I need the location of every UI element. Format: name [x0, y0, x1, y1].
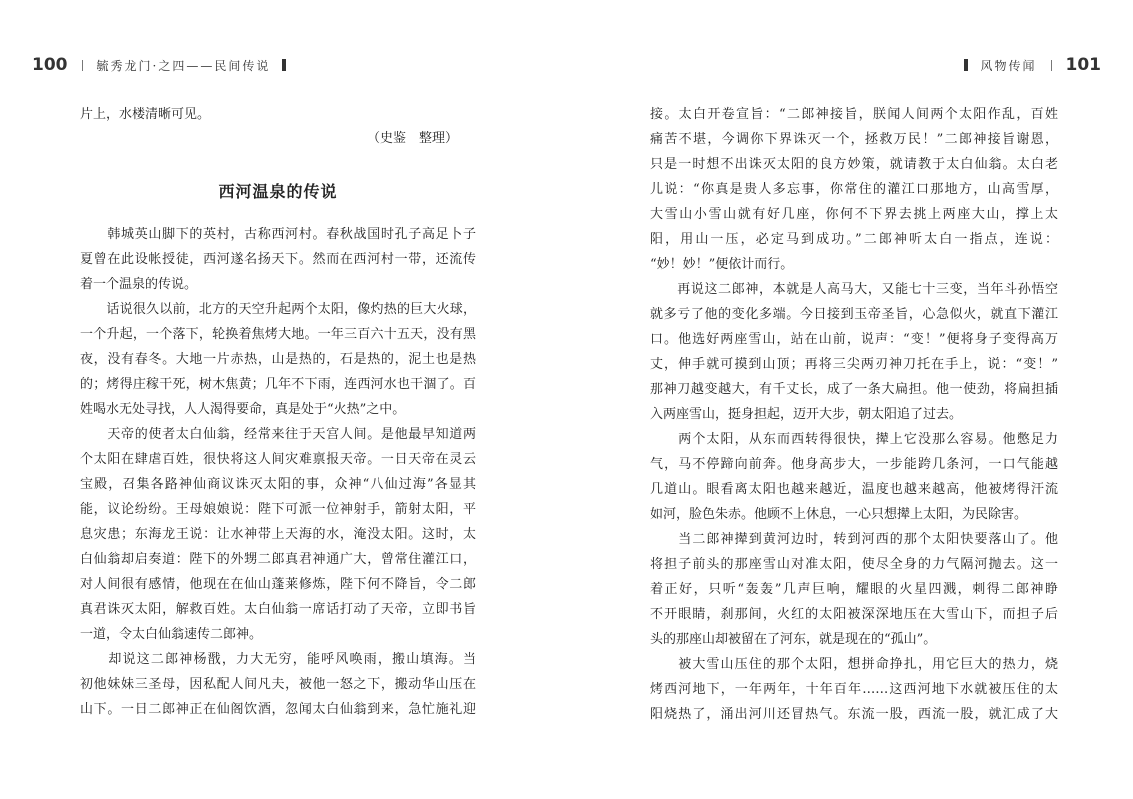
body-line: 夏曾在此设帐授徒，西河遂名扬天下。然而在西河村一带，还流传	[80, 252, 476, 267]
body-line: 大雪山小雪山就有好几座，你何不下界去挑上两座大山，撑上太	[650, 207, 1058, 222]
body-line: 几道山。眼看离太阳也越来越近，温度也越来越高，他被烤得汗流	[650, 482, 1058, 497]
body-line: 一道，令太白仙翁速传二郎神。	[80, 627, 263, 642]
paragraph	[650, 277, 1058, 427]
paragraph	[650, 652, 1058, 727]
left-page-number: 100	[32, 55, 68, 75]
right-paragraphs	[650, 102, 1058, 727]
body-line: 话说很久以前，北方的天空升起两个太阳，像灼热的巨大火球，	[80, 302, 476, 317]
body-line: 息灾患；东海龙王说：让水神带上天海的水，淹没太阳。这时，太	[80, 527, 476, 542]
body-line: 姓喝水无处寻找，人人渴得要命，真是处于“火热”之中。	[80, 402, 406, 417]
body-line: 真君诛灭太阳，解救百姓。太白仙翁一席话打动了天帝，立即书旨	[80, 602, 476, 617]
body-line: 山下。一日二郎神正在仙阁饮酒，忽闻太白仙翁到来，急忙施礼迎	[80, 702, 476, 717]
body-line: 阳，用山一压，必定马到成功。”二郎神听太白一指点，连说：	[650, 232, 1058, 247]
body-line: 能，议论纷纷。王母娘娘说：陛下可派一位神射手，箭射太阳，平	[80, 502, 476, 517]
body-line: 白仙翁却启奏道：陛下的外甥二郎真君神通广大，曾常住灌江口，	[80, 552, 476, 567]
paragraph	[80, 297, 476, 422]
header-bar-mark	[282, 59, 286, 71]
body-line: 烤西河地下，一年两年，十年百年……这西河地下水就被压住的太	[650, 682, 1058, 697]
body-line: 韩城英山脚下的英村，古称西河村。春秋战国时孔子高足卜子	[80, 227, 476, 242]
body-line: 却说这二郎神杨戬，力大无穷，能呼风唤雨，搬山填海。当	[80, 652, 476, 667]
body-line: 接。太白开卷宣旨：“二郎神接旨，朕闻人间两个太阳作乱，百姓	[650, 107, 1058, 122]
paragraph	[650, 427, 1058, 527]
story-title: 西河温泉的传说	[218, 182, 338, 201]
left-paragraphs	[80, 222, 476, 722]
body-line: “妙！妙！”便依计而行。	[650, 257, 794, 272]
body-line: 片上，水楼清晰可见。	[80, 107, 211, 122]
body-line: 当二郎神撵到黄河边时，转到河西的那个太阳快要落山了。他	[650, 532, 1058, 547]
right-header-title: 风物传闻	[980, 58, 1037, 73]
right-page-number: 101	[1065, 55, 1101, 75]
body-line: 痛苦不堪，今调你下界诛灭一个，拯救万民！”二郎神接旨谢恩，	[650, 132, 1058, 147]
body-line: 初他妹妹三圣母，因私配人间凡夫，被他一怒之下，搬动华山压在	[80, 677, 476, 692]
body-line: 夜，没有春冬。大地一片赤热，山是热的，石是热的，泥土也是热	[80, 352, 476, 367]
paragraph	[80, 647, 476, 722]
body-line: 着一个温泉的传说。	[80, 277, 198, 292]
body-line: 入两座雪山，挺身担起，迈开大步，朝太阳追了过去。	[650, 407, 963, 422]
body-line: 那神刀越变越大，有千丈长，成了一条大扁担。他一使劲，将扁担插	[650, 382, 1058, 397]
body-line: 的；烤得庄稼干死，树木焦黄；几年不下雨，连西河水也干涸了。百	[80, 377, 476, 392]
body-line: 如河，脸色朱赤。他顾不上休息，一心只想撵上太阳，为民除害。	[650, 507, 1028, 522]
body-line: 阳烧热了，涌出河川还冒热气。东流一股，西流一股，就汇成了大	[650, 707, 1058, 722]
left-running-header	[32, 52, 298, 78]
body-line: 再说这二郎神，本就是人高马大，又能七十三变，当年斗孙悟空	[650, 282, 1058, 297]
body-line: 两个太阳，从东而西转得很快，撵上它没那么容易。他憋足力	[650, 432, 1058, 447]
body-line: 将担子前头的那座雪山对准太阳，使尽全身的力气隔河抛去。这一	[650, 557, 1058, 572]
body-line: 着正好，只听“轰轰”几声巨响，耀眼的火星四溅，刺得二郎神睁	[650, 582, 1058, 597]
header-bar-mark	[964, 59, 968, 71]
body-line: 气，马不停蹄向前奔。他身高步大，一步能跨几条河，一口气能越	[650, 457, 1058, 472]
header-separator	[82, 60, 83, 71]
paragraph	[80, 422, 476, 647]
body-line: 只是一时想不出诛灭太阳的良方妙策，就请教于太白仙翁。太白老	[650, 157, 1058, 172]
right-running-header	[952, 52, 1101, 78]
body-line: 不开眼睛，刹那间，火红的太阳被深深地压在大雪山下，而担子后	[650, 607, 1058, 622]
body-line: 对人间很有感情，他现在在仙山蓬莱修炼，陛下何不降旨，令二郎	[80, 577, 476, 592]
body-line: 个太阳在肆虐百姓，很快将这人间灾难禀报天帝。一日天帝在灵云	[80, 452, 476, 467]
body-line: 头的那座山却被留在了河东，就是现在的“孤山”。	[650, 632, 937, 647]
body-line: 被大雪山压住的那个太阳，想拼命挣扎，用它巨大的热力，烧	[650, 657, 1058, 672]
compiler-credit: （史鉴 整理）	[366, 131, 458, 146]
paragraph	[80, 222, 476, 297]
paragraph	[650, 102, 1058, 277]
paragraph	[650, 527, 1058, 652]
body-line: 宝殿，召集各路神仙商议诛灭太阳的事，众神“八仙过海”各显其	[80, 477, 476, 492]
right-page-body	[650, 102, 1058, 727]
left-header-title: 毓秀龙门·之四——民间传说	[96, 58, 271, 73]
body-line: 丈，伸手就可摸到山顶；再将三尖两刃神刀托在手上，说：“变！”	[650, 357, 1058, 372]
left-page-body	[80, 102, 476, 722]
body-line: 口。他选好两座雪山，站在山前，说声：“变！”便将身子变得高万	[650, 332, 1058, 347]
body-line: 一个升起，一个落下，轮换着焦烤大地。一年三百六十五天，没有黑	[80, 327, 476, 342]
body-line: 天帝的使者太白仙翁，经常来往于天宫人间。是他最早知道两	[80, 427, 476, 442]
body-line: 就多亏了他的变化多端。今日接到玉帝圣旨，心急似火，就直下灌江	[650, 307, 1058, 322]
body-line: 儿说：“你真是贵人多忘事，你常住的灌江口那地方，山高雪厚，	[650, 182, 1058, 197]
header-separator	[1051, 60, 1052, 71]
